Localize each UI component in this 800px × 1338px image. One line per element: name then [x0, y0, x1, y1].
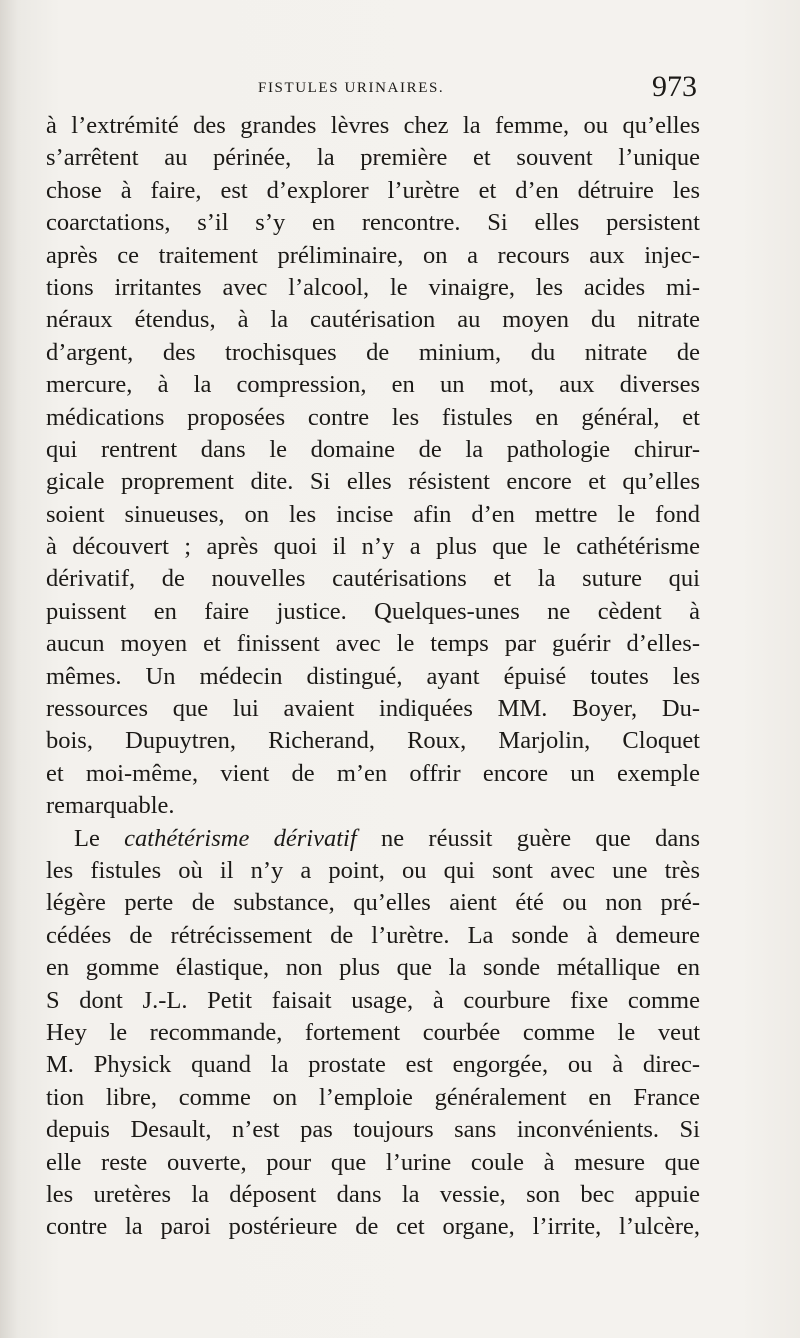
- text-line: dérivatif, de nouvelles cautérisations et la suture qui: [46, 565, 700, 593]
- text-line: et moi-même, vient de m’en offrir encore un exemple: [46, 759, 700, 787]
- text-line: tions irritantes avec l’alcool, le vinaigre, les acides mi-: [46, 273, 700, 301]
- text-line: S dont J.-L. Petit faisait usage, à courbure fixe comme: [46, 986, 700, 1014]
- paragraph-1: [46, 110, 700, 823]
- text-line: puissent en faire justice. Quelques-unes ne cèdent à: [46, 597, 700, 625]
- text-line: médications proposées contre les fistules en général, et: [46, 403, 700, 431]
- paragraph-2: [46, 823, 700, 1244]
- line-suffix: ne réussit guère que dans: [356, 824, 701, 852]
- text-line: aucun moyen et finissent avec le temps par guérir d’elles-: [46, 630, 700, 658]
- text-line: remarquable.: [46, 792, 175, 820]
- text-line: ressources que lui avaient indiquées MM. Boyer, Du-: [46, 695, 700, 723]
- text-line: gicale proprement dite. Si elles résistent encore et qu’elles: [46, 468, 700, 496]
- text-line: qui rentrent dans le domaine de la pathologie chirur-: [46, 435, 700, 463]
- text-line: depuis Desault, n’est pas toujours sans inconvénients. Si: [46, 1116, 700, 1144]
- text-line: les uretères la déposent dans la vessie, son bec appuie: [46, 1180, 700, 1208]
- text-line: en gomme élastique, non plus que la sonde métallique en: [46, 954, 700, 982]
- line-prefix: Le: [74, 824, 125, 852]
- running-head: FISTULES URINAIRES.: [258, 80, 445, 96]
- text-line: d’argent, des trochisques de minium, du nitrate de: [46, 338, 700, 366]
- text-line: à l’extrémité des grandes lèvres chez la femme, ou qu’elles: [46, 112, 700, 139]
- italic-term: cathétérisme dérivatif: [124, 824, 357, 852]
- page-header: [0, 68, 800, 108]
- text-line: tion libre, comme on l’emploie généralement en France: [46, 1083, 700, 1111]
- text-line: légère perte de substance, qu’elles aient été ou non pré-: [46, 889, 700, 917]
- text-line: à découvert ; après quoi il n’y a plus que le cathétérisme: [46, 533, 700, 561]
- text-line: néraux étendus, à la cautérisation au moyen du nitrate: [46, 306, 700, 334]
- text-line: contre la paroi postérieure de cet organe, l’irrite, l’ulcère,: [46, 1213, 700, 1241]
- text-line: chose à faire, est d’explorer l’urètre et d’en détruire les: [46, 176, 700, 204]
- text-line: soient sinueuses, on les incise afin d’en mettre le fond: [46, 500, 700, 528]
- text-line-first: [46, 823, 700, 855]
- page-number: 973: [652, 70, 697, 103]
- text-line: M. Physick quand la prostate est engorgée, ou à direc-: [46, 1051, 700, 1079]
- text-line: les fistules où il n’y a point, ou qui sont avec une très: [46, 856, 700, 884]
- text-line: après ce traitement préliminaire, on a recours aux injec-: [46, 241, 700, 269]
- text-line: mercure, à la compression, en un mot, aux diverses: [46, 371, 700, 399]
- text-line: s’arrêtent au périnée, la première et souvent l’unique: [46, 144, 700, 172]
- text-line: mêmes. Un médecin distingué, ayant épuisé toutes les: [46, 662, 700, 690]
- body-text: [46, 110, 700, 1244]
- text-line: coarctations, s’il s’y en rencontre. Si elles persistent: [46, 209, 700, 237]
- text-line: bois, Dupuytren, Richerand, Roux, Marjolin, Cloquet: [46, 727, 700, 755]
- text-line: Hey le recommande, fortement courbée comme le veut: [46, 1018, 700, 1046]
- text-line: elle reste ouverte, pour que l’urine coule à mesure que: [46, 1148, 700, 1176]
- text-line: cédées de rétrécissement de l’urètre. La sonde à demeure: [46, 921, 700, 949]
